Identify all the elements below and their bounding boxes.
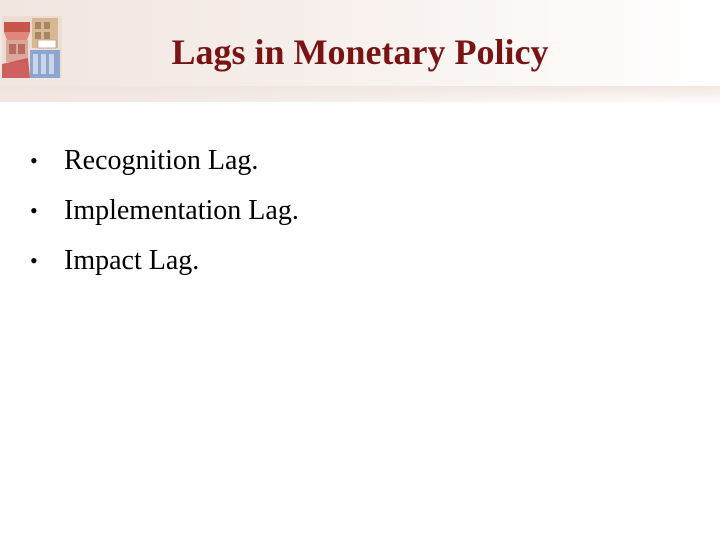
bullet-text: Recognition Lag. — [64, 145, 259, 176]
bullet-text: Implementation Lag. — [64, 195, 299, 226]
bullet-glyph: • — [30, 248, 38, 273]
bullet-glyph: • — [30, 148, 38, 173]
bullet-list — [30, 136, 299, 286]
slide-title: Lags in Monetary Policy — [171, 32, 549, 72]
bullet-glyph: • — [30, 198, 38, 223]
header-fade — [0, 86, 720, 104]
bullet-item-recognition-lag — [30, 136, 299, 186]
bullet-item-impact-lag — [30, 236, 299, 286]
bullet-text: Impact Lag. — [64, 245, 200, 276]
bullet-item-implementation-lag — [30, 186, 299, 236]
